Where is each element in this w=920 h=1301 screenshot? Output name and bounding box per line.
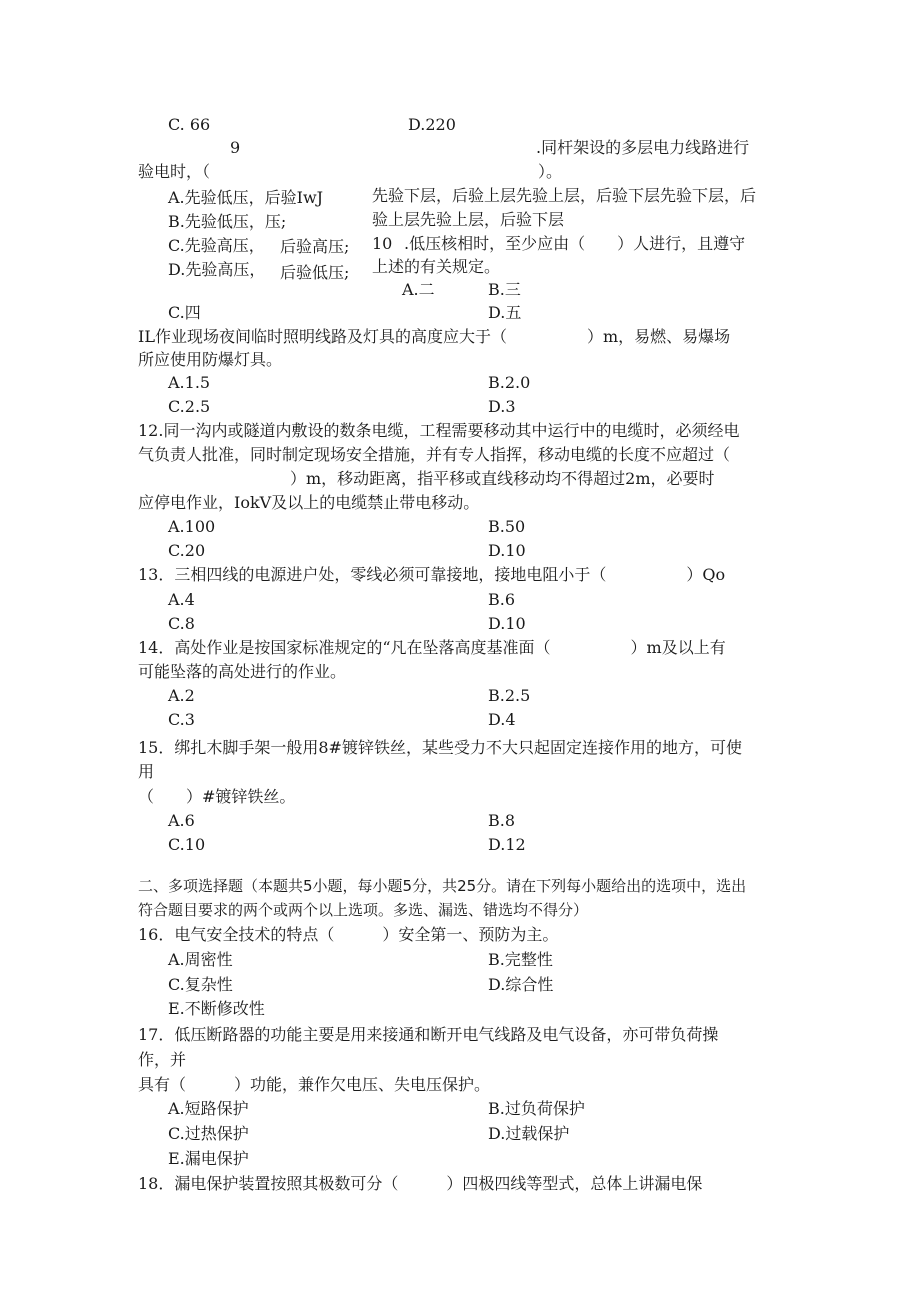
q14-option-a: A.2 [168,686,195,705]
q11-stem-cont: 所应使用防爆灯具。 [138,350,283,369]
q9-stem-close: ）。 [538,162,563,181]
q14-option-c: C.3 [168,710,195,729]
q17-option-c: C.过热保护 [168,1124,249,1143]
q12-stem-4: 应停电作业，IokV及以上的电缆禁止带电移动。 [138,493,480,512]
section-heading-cont: 符合题目要求的两个或两个以上选项。多选、漏选、错选均不得分） [138,901,589,919]
q13-option-b: B.6 [488,590,516,609]
q18-stem: 18．漏电保护装置按照其极数可分（ ）四极四线等型式，总体上讲漏电保 [138,1174,703,1193]
q9-option-b: B.先验低压，压; [168,212,287,231]
q13-option-a: A.4 [168,590,195,609]
q11-stem: IL作业现场夜间临时照明线路及灯具的高度应大于（ ）m，易燃、易爆场 [138,327,731,346]
q11-option-d: D.3 [488,397,516,416]
q11-option-a: A.1.5 [168,373,211,392]
q17-stem: 17．低压断路器的功能主要是用来接通和断开电气线路及电气设备，亦可带负荷操 [138,1025,719,1044]
q13-stem: 13．三相四线的电源进户处，零线必须可靠接地，接地电阻小于（ ）Qo [138,565,726,584]
q14-option-b: B.2.5 [488,686,531,705]
q16-option-d: D.综合性 [488,975,554,994]
q10-stem-cont: 上述的有关规定。 [372,257,501,276]
q9-number: 9 [230,138,241,157]
q8-option-d: D.220 [408,115,456,134]
q15-option-b: B.8 [488,811,516,830]
q10-number: 10 [372,234,393,253]
q17-stem-2: 作，并 [138,1050,187,1069]
q12-option-a: A.100 [168,517,216,536]
q9-option-c: C.先验高压， [168,236,265,255]
q9-stem-cont: 验电时，（ [138,162,211,181]
q15-stem: 15．绑扎木脚手架一般用8#镀锌铁丝，某些受力不大只起固定连接作用的地方，可使 [138,738,742,757]
q16-option-e: E.不断修改性 [168,999,265,1018]
q16-option-a: A.周密性 [168,950,233,969]
q16-stem: 16．电气安全技术的特点（ ）安全第一、预防为主。 [138,925,559,944]
q12-option-b: B.50 [488,517,526,536]
q17-option-d: D.过载保护 [488,1124,570,1143]
q15-option-c: C.10 [168,835,206,854]
q14-option-d: D.4 [488,710,516,729]
q9-option-a: A.先验低压，后验IwJ [168,188,324,207]
q9-option-d: D.先验高压， [168,260,266,279]
q15-stem-3: （ ）#镀锌铁丝。 [138,787,296,806]
q13-option-d: D.10 [488,614,526,633]
q9-right-text-2: 验上层先验上层，后验下层 [372,210,565,229]
q16-option-c: C.复杂性 [168,975,233,994]
q10-option-d: D.五 [488,303,522,322]
q17-option-a: A.短路保护 [168,1099,249,1118]
q12-stem-3: ）m，移动距离，指平移或直线移动均不得超过2m，必要时 [290,469,715,488]
q15-stem-2: 用 [138,762,155,781]
q10-option-b: B.三 [488,280,521,299]
q16-option-b: B.完整性 [488,950,553,969]
q10-stem: .低压核相时，至少应由（ ）人进行，且遵守 [404,234,746,253]
q14-stem-cont: 可能坠落的高处进行的作业。 [138,662,347,681]
q15-option-d: D.12 [488,835,526,854]
q12-option-d: D.10 [488,541,526,560]
q9-right-text-1: 先验下层，后验上层先验上层，后验下层先验下层，后 [372,186,757,205]
q10-option-a: A.二 [402,280,435,299]
q17-option-e: E.漏电保护 [168,1149,249,1168]
section-heading: 二、多项选择题（本题共5小题，每小题5分，共25分。请在下列每小题给出的选项中，选出 [138,877,747,895]
q9-option-d-cont: 后验低压; [280,263,350,282]
q14-stem: 14．高处作业是按国家标准规定的“凡在坠落高度基准面（ ）m及以上有 [138,638,726,657]
q11-option-c: C.2.5 [168,397,211,416]
q8-option-c: C. 66 [168,115,211,134]
q11-option-b: B.2.0 [488,373,531,392]
q13-option-c: C.8 [168,614,195,633]
q17-option-b: B.过负荷保护 [488,1099,585,1118]
q12-option-c: C.20 [168,541,206,560]
q12-stem: 12.同一沟内或隧道内敷设的数条电缆，工程需要移动其中运行中的电缆时，必须经电 [138,421,740,440]
q10-option-c: C.四 [168,303,201,322]
q17-stem-3: 具有（ ）功能，兼作欠电压、失电压保护。 [138,1075,491,1094]
q12-stem-2: 气负责人批准，同时制定现场安全措施，并有专人指挥，移动电缆的长度不应超过（ [138,445,731,464]
q9-stem: .同杆架设的多层电力线路进行 [536,138,750,157]
q9-option-c-cont: 后验高压; [280,237,350,256]
q15-option-a: A.6 [168,811,195,830]
